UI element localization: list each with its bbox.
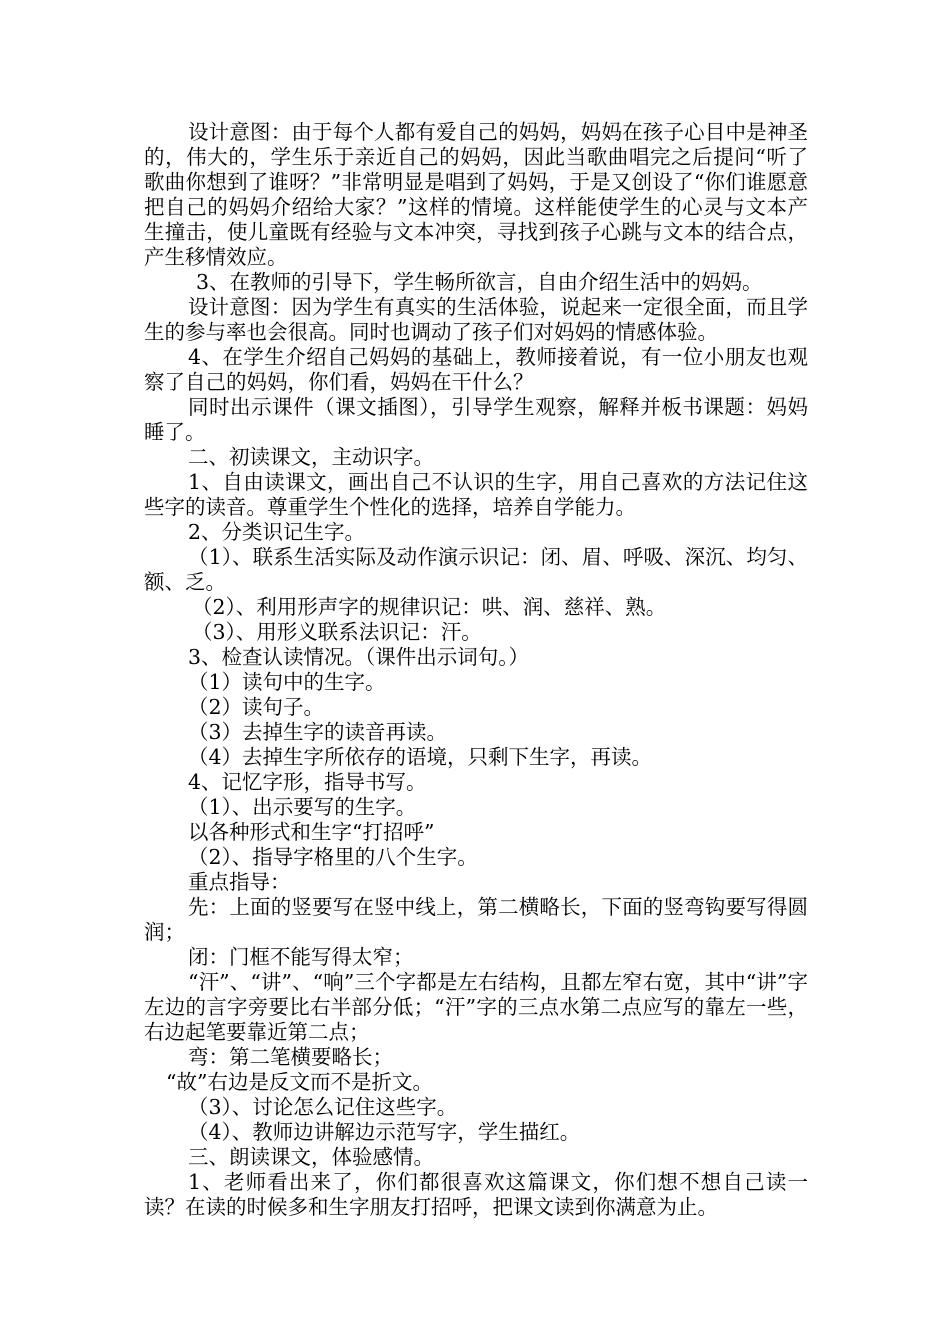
list-item: （2）、指导字格里的八个生字。 — [188, 845, 478, 869]
paragraph: 重点指导： — [188, 870, 291, 894]
paragraph: 3、检查认读情况。（课件出示词句。） — [188, 645, 530, 669]
paragraph: 闭：门框不能写得太窄； — [188, 945, 414, 969]
paragraph: （3）、用形义联系法识记：汗。 — [192, 620, 482, 644]
paragraph: 以各种形式和生字“打招呼” — [188, 820, 435, 844]
paragraph: 4、在学生介绍自己妈妈的基础上，教师接着说，有一位小朋友也观察了自己的妈妈，你们看，妈妈在干什么？ — [144, 345, 808, 394]
list-item: （4）去掉生字所依存的语境，只剩下生字，再读。 — [188, 745, 653, 769]
paragraph: 1、自由读课文，画出自己不认识的生字，用自己喜欢的方法记住这些字的读音。尊重学生个性化的选择，培养自学能力。 — [144, 470, 808, 519]
document-body — [144, 120, 808, 1220]
list-item: （4）、教师边讲解边示范写字，学生描红。 — [188, 1120, 581, 1144]
section-heading: 三、朗读课文，体验感情。 — [188, 1145, 434, 1169]
list-item: （3）、讨论怎么记住这些字。 — [188, 1095, 458, 1119]
paragraph: 2、分类识记生字。 — [188, 520, 366, 544]
paragraph: 同时出示课件（课文插图），引导学生观察，解释并板书课题：妈妈睡了。 — [144, 395, 808, 444]
list-item: （2）读句子。 — [188, 695, 325, 719]
paragraph: （2）、利用形声字的规律识记：哄、润、慈祥、熟。 — [192, 595, 667, 619]
paragraph: “汗”、“讲”、“响”三个字都是左右结构，且都左窄右宽，其中“讲”字左边的言字旁要比右半部分低；“汗”字的三点水第二点应写的靠左一些，右边起笔要靠近第二点； — [144, 970, 808, 1044]
paragraph: 1、老师看出来了，你们都很喜欢这篇课文，你们想不想自己读一读？在读的时候多和生字朋友打招呼，把课文读到你满意为止。 — [144, 1170, 808, 1219]
paragraph: 设计意图：因为学生有真实的生活体验，说起来一定很全面，而且学生的参与率也会很高。同时也调动了孩子们对妈妈的情感体验。 — [144, 295, 808, 344]
paragraph: （1）、联系生活实际及动作演示识记：闭、眉、呼吸、深沉、均匀、额、乏。 — [144, 545, 808, 594]
paragraph: 4、记忆字形，指导书写。 — [188, 770, 427, 794]
list-item: （3）去掉生字的读音再读。 — [188, 720, 448, 744]
paragraph: 先：上面的竖要写在竖中线上，第二横略长，下面的竖弯钩要写得圆润； — [144, 895, 808, 944]
paragraph: 3、在教师的引导下，学生畅所欲言，自由介绍生活中的妈妈。 — [196, 270, 763, 294]
list-item: （1）、出示要写的生字。 — [188, 795, 417, 819]
paragraph: “故”右边是反文而不是折文。 — [166, 1070, 433, 1094]
paragraph: 设计意图：由于每个人都有爱自己的妈妈，妈妈在孩子心目中是神圣的，伟大的，学生乐于亲近自己的妈妈，因此当歌曲唱完之后提问“听了歌曲你想到了谁呀？”非常明显是唱到了妈妈，于是又创设了“你们谁愿意把自己的妈妈介绍给大家？”这样的情境。这样能使学生的心灵与文本产生撞击，使儿童既有经验与文本冲突，寻找到孩子心跳与文本的结合点，产生移情效应。 — [144, 120, 808, 269]
paragraph: 弯：第二笔横要略长； — [188, 1045, 393, 1069]
section-heading: 二、初读课文，主动识字。 — [188, 445, 434, 469]
list-item: （1）读句中的生字。 — [188, 670, 386, 694]
